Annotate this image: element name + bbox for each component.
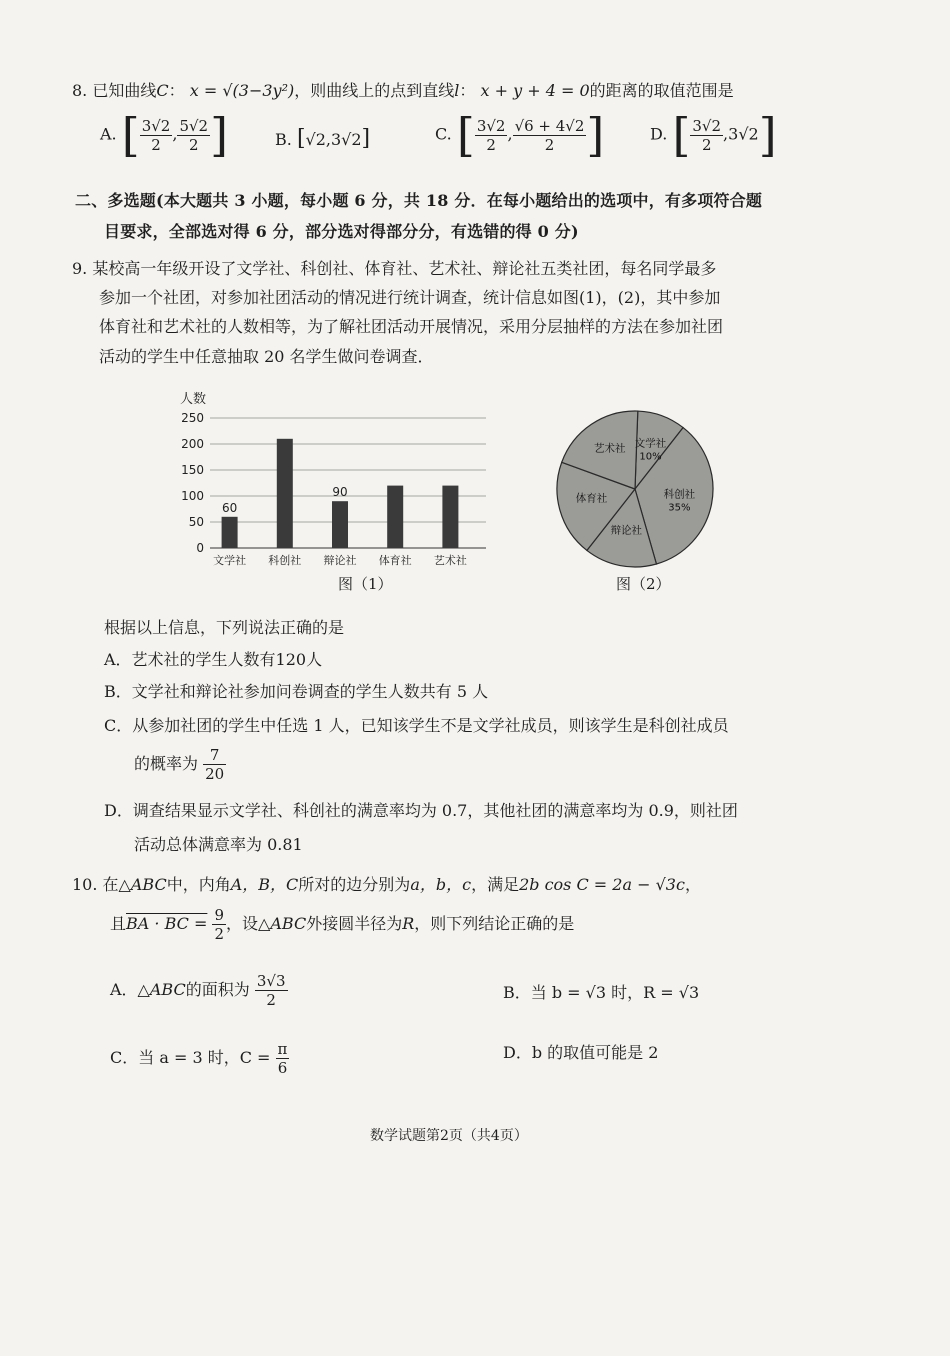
q8-text: ：	[168, 81, 185, 100]
x-tick-label: 艺术社	[433, 554, 467, 567]
data-label: 60	[221, 500, 238, 515]
figure2-caption: 图（2）	[616, 575, 671, 593]
x-tick-label: 体育社	[378, 554, 412, 567]
bar	[332, 501, 348, 548]
q10-option-c	[110, 1040, 289, 1077]
fraction	[475, 117, 508, 154]
q10-option-a	[110, 972, 288, 1009]
q8-equation: x = √(3−3y²)	[189, 81, 295, 100]
fraction	[140, 117, 173, 154]
q10-var: ABC	[130, 875, 167, 894]
q10-var: R	[402, 914, 415, 933]
denominator: 2	[701, 135, 712, 154]
pie-slice-label: 科创社	[663, 488, 696, 501]
q9-line4: 活动的学生中任意抽取 20 名学生做问卷调查．	[99, 347, 434, 366]
bracket-icon: ]	[210, 108, 229, 162]
q10-line1	[72, 874, 701, 896]
bar-chart	[168, 383, 498, 598]
q10-line2	[110, 906, 574, 943]
bracket-icon: [	[296, 126, 306, 151]
q10-text: 的面积为	[185, 980, 250, 999]
option-label: D.	[650, 124, 668, 144]
numerator: 5√2	[179, 116, 209, 135]
y-tick-label: 250	[181, 411, 204, 425]
q10-var: A，B，C	[230, 875, 299, 894]
q10-number: 10.	[72, 875, 98, 894]
q10-vector-expression: BA · BC =	[126, 914, 208, 933]
q10-text: 且	[110, 914, 127, 933]
q8-var: C	[156, 81, 169, 100]
x-tick-label: 辩论社	[323, 554, 357, 567]
q10-text: 在△	[102, 875, 131, 894]
q10-var: ABC	[270, 914, 307, 933]
bracket-icon: ]	[586, 108, 605, 162]
q10-text: ，满足	[471, 875, 520, 894]
q9-option-c-line2	[134, 746, 226, 783]
denominator: 2	[266, 991, 276, 1009]
q10-text: 所对的边分别为	[298, 875, 411, 894]
pie-slice-percent: 35%	[668, 502, 691, 514]
fraction	[177, 117, 210, 154]
q9-text: 某校高一年级开设了文学社、科创社、体育社、艺术社、辩论社五类社团，每名同学最多	[92, 259, 717, 278]
denominator: 2	[214, 925, 225, 943]
q8-text: 的距离的取值范围是	[589, 81, 734, 100]
bracket-icon: ]	[758, 108, 777, 162]
pie-slice-label: 文学社	[634, 437, 667, 450]
pie-slice-percent: 10%	[639, 451, 662, 463]
q9-option-a: A．艺术社的学生人数有120人	[104, 650, 323, 669]
fraction	[513, 117, 587, 154]
y-axis-label: 人数	[180, 392, 207, 407]
numerator: π	[277, 1040, 288, 1058]
bracket-icon: ]	[361, 126, 371, 151]
data-label: 90	[332, 485, 348, 500]
bar	[387, 486, 403, 548]
q8-text: ，则曲线上的点到直线	[294, 81, 455, 100]
section-header-line1: 二、多选题(本大题共 3 小题，每小题 6 分，共 18 分．在每小题给出的选项中，有多项符合题	[75, 191, 763, 210]
denominator: 2	[151, 135, 161, 154]
q10-text: C．当 a = 3 时，C =	[110, 1048, 271, 1067]
pie-slice-label: 体育社	[575, 492, 608, 505]
denominator: 2	[486, 135, 496, 154]
bar	[277, 439, 293, 548]
y-tick-label: 200	[181, 437, 204, 451]
bar	[442, 486, 458, 548]
denominator: 2	[188, 135, 199, 154]
q9-option-c-line1: C．从参加社团的学生中任选 1 人，已知该学生不是文学社成员，则该学生是科创社成员	[104, 716, 729, 735]
pie-slice-label: 艺术社	[593, 442, 626, 455]
q8-option-a: A. [ $\frac{3√2}{2}$ , $\frac{5√2}{2}$ ]	[100, 108, 229, 162]
x-tick-label: 文学社	[213, 554, 247, 567]
q9-number: 9.	[72, 259, 88, 278]
y-tick-label: 50	[188, 515, 204, 529]
option-content: √2,3√2	[305, 130, 362, 149]
q8-number: 8.	[72, 81, 88, 100]
q9-option-b: B．文学社和辩论社参加问卷调查的学生人数共有 5 人	[104, 682, 489, 701]
q8-text: ：	[459, 81, 476, 100]
numerator: 3√2	[141, 116, 171, 135]
q10-var: a，b，c	[410, 875, 472, 894]
q8-option-d	[650, 108, 777, 162]
q10-var: ABC	[149, 980, 186, 999]
y-tick-label: 0	[196, 541, 204, 555]
q10-option-b: B．当 b = √3 时，R = √3	[503, 983, 700, 1002]
q8-var: l	[454, 81, 460, 100]
option-label: C.	[435, 124, 452, 144]
numerator: 3√2	[476, 116, 506, 135]
bracket-icon: [	[456, 108, 475, 162]
denominator: 2	[544, 135, 555, 154]
bracket-icon: [	[121, 108, 140, 162]
q8-text: 已知曲线	[92, 81, 157, 100]
y-tick-label: 100	[181, 489, 204, 503]
q10-text: ，则下列结论正确的是	[414, 914, 575, 933]
denominator: 20	[205, 765, 225, 783]
q9-line2: 参加一个社团，对参加社团活动的情况进行统计调查，统计信息如图(1)，(2)，其中参加	[99, 288, 721, 307]
pie-chart	[550, 404, 720, 574]
q10-option-d: D．b 的取值可能是 2	[503, 1043, 659, 1062]
y-tick-label: 150	[181, 463, 204, 477]
fraction	[203, 746, 226, 783]
numerator: √6 + 4√2	[514, 116, 585, 135]
page-footer: 数学试题第2页（共4页）	[370, 1128, 528, 1144]
numerator: 3√2	[692, 116, 722, 135]
option-label: A.	[100, 124, 117, 144]
bar	[222, 517, 238, 548]
pie-slice-label: 辩论社	[610, 524, 643, 537]
q9-line1	[72, 258, 716, 280]
q10-text: A．△	[110, 980, 150, 999]
option-label: B.	[275, 130, 292, 149]
q8-equation: x + y + 4 = 0	[480, 81, 590, 100]
q9-line3: 体育社和艺术社的人数相等，为了解社团活动开展情况，采用分层抽样的方法在参加社团	[99, 317, 724, 336]
q9-option-d-line2: 活动总体满意率为 0.81	[134, 835, 303, 854]
denominator: 6	[277, 1059, 288, 1077]
bracket-icon: [	[672, 108, 691, 162]
q10-text: ，设△	[226, 914, 271, 933]
q8-option-c: C. [ $\frac{3√2}{2}$ , $\frac{√6 + 4√2}{2}$ ]	[435, 108, 605, 162]
numerator: 3√3	[256, 972, 286, 990]
q8-stem	[72, 80, 734, 102]
fraction	[212, 906, 226, 943]
numerator: 9	[214, 906, 225, 924]
fraction	[276, 1040, 290, 1077]
q10-text: 外接圆半径为	[306, 914, 403, 933]
q9-option-d-line1: D．调查结果显示文学社、科创社的满意率均为 0.7，其他社团的满意率均为 0.9，则社团	[104, 801, 738, 820]
x-tick-label: 科创社	[268, 554, 302, 567]
q10-text: 中，内角	[166, 875, 231, 894]
q8-option-b	[275, 126, 370, 151]
q10-equation: 2b cos C = 2a − √3c	[519, 875, 685, 894]
q9-text: 的概率为	[134, 754, 199, 773]
q9-prompt: 根据以上信息，下列说法正确的是	[104, 618, 345, 637]
numerator: 7	[203, 746, 226, 765]
fraction	[690, 117, 723, 154]
fraction	[255, 972, 288, 1009]
figure1-caption: 图（1）	[338, 575, 393, 593]
option-content: ,3√2	[723, 124, 759, 144]
section-header-line2: 目要求，全部选对得 6 分，部分选对得部分分，有选错的得 0 分)	[104, 222, 579, 241]
q10-text: ，	[684, 875, 701, 894]
